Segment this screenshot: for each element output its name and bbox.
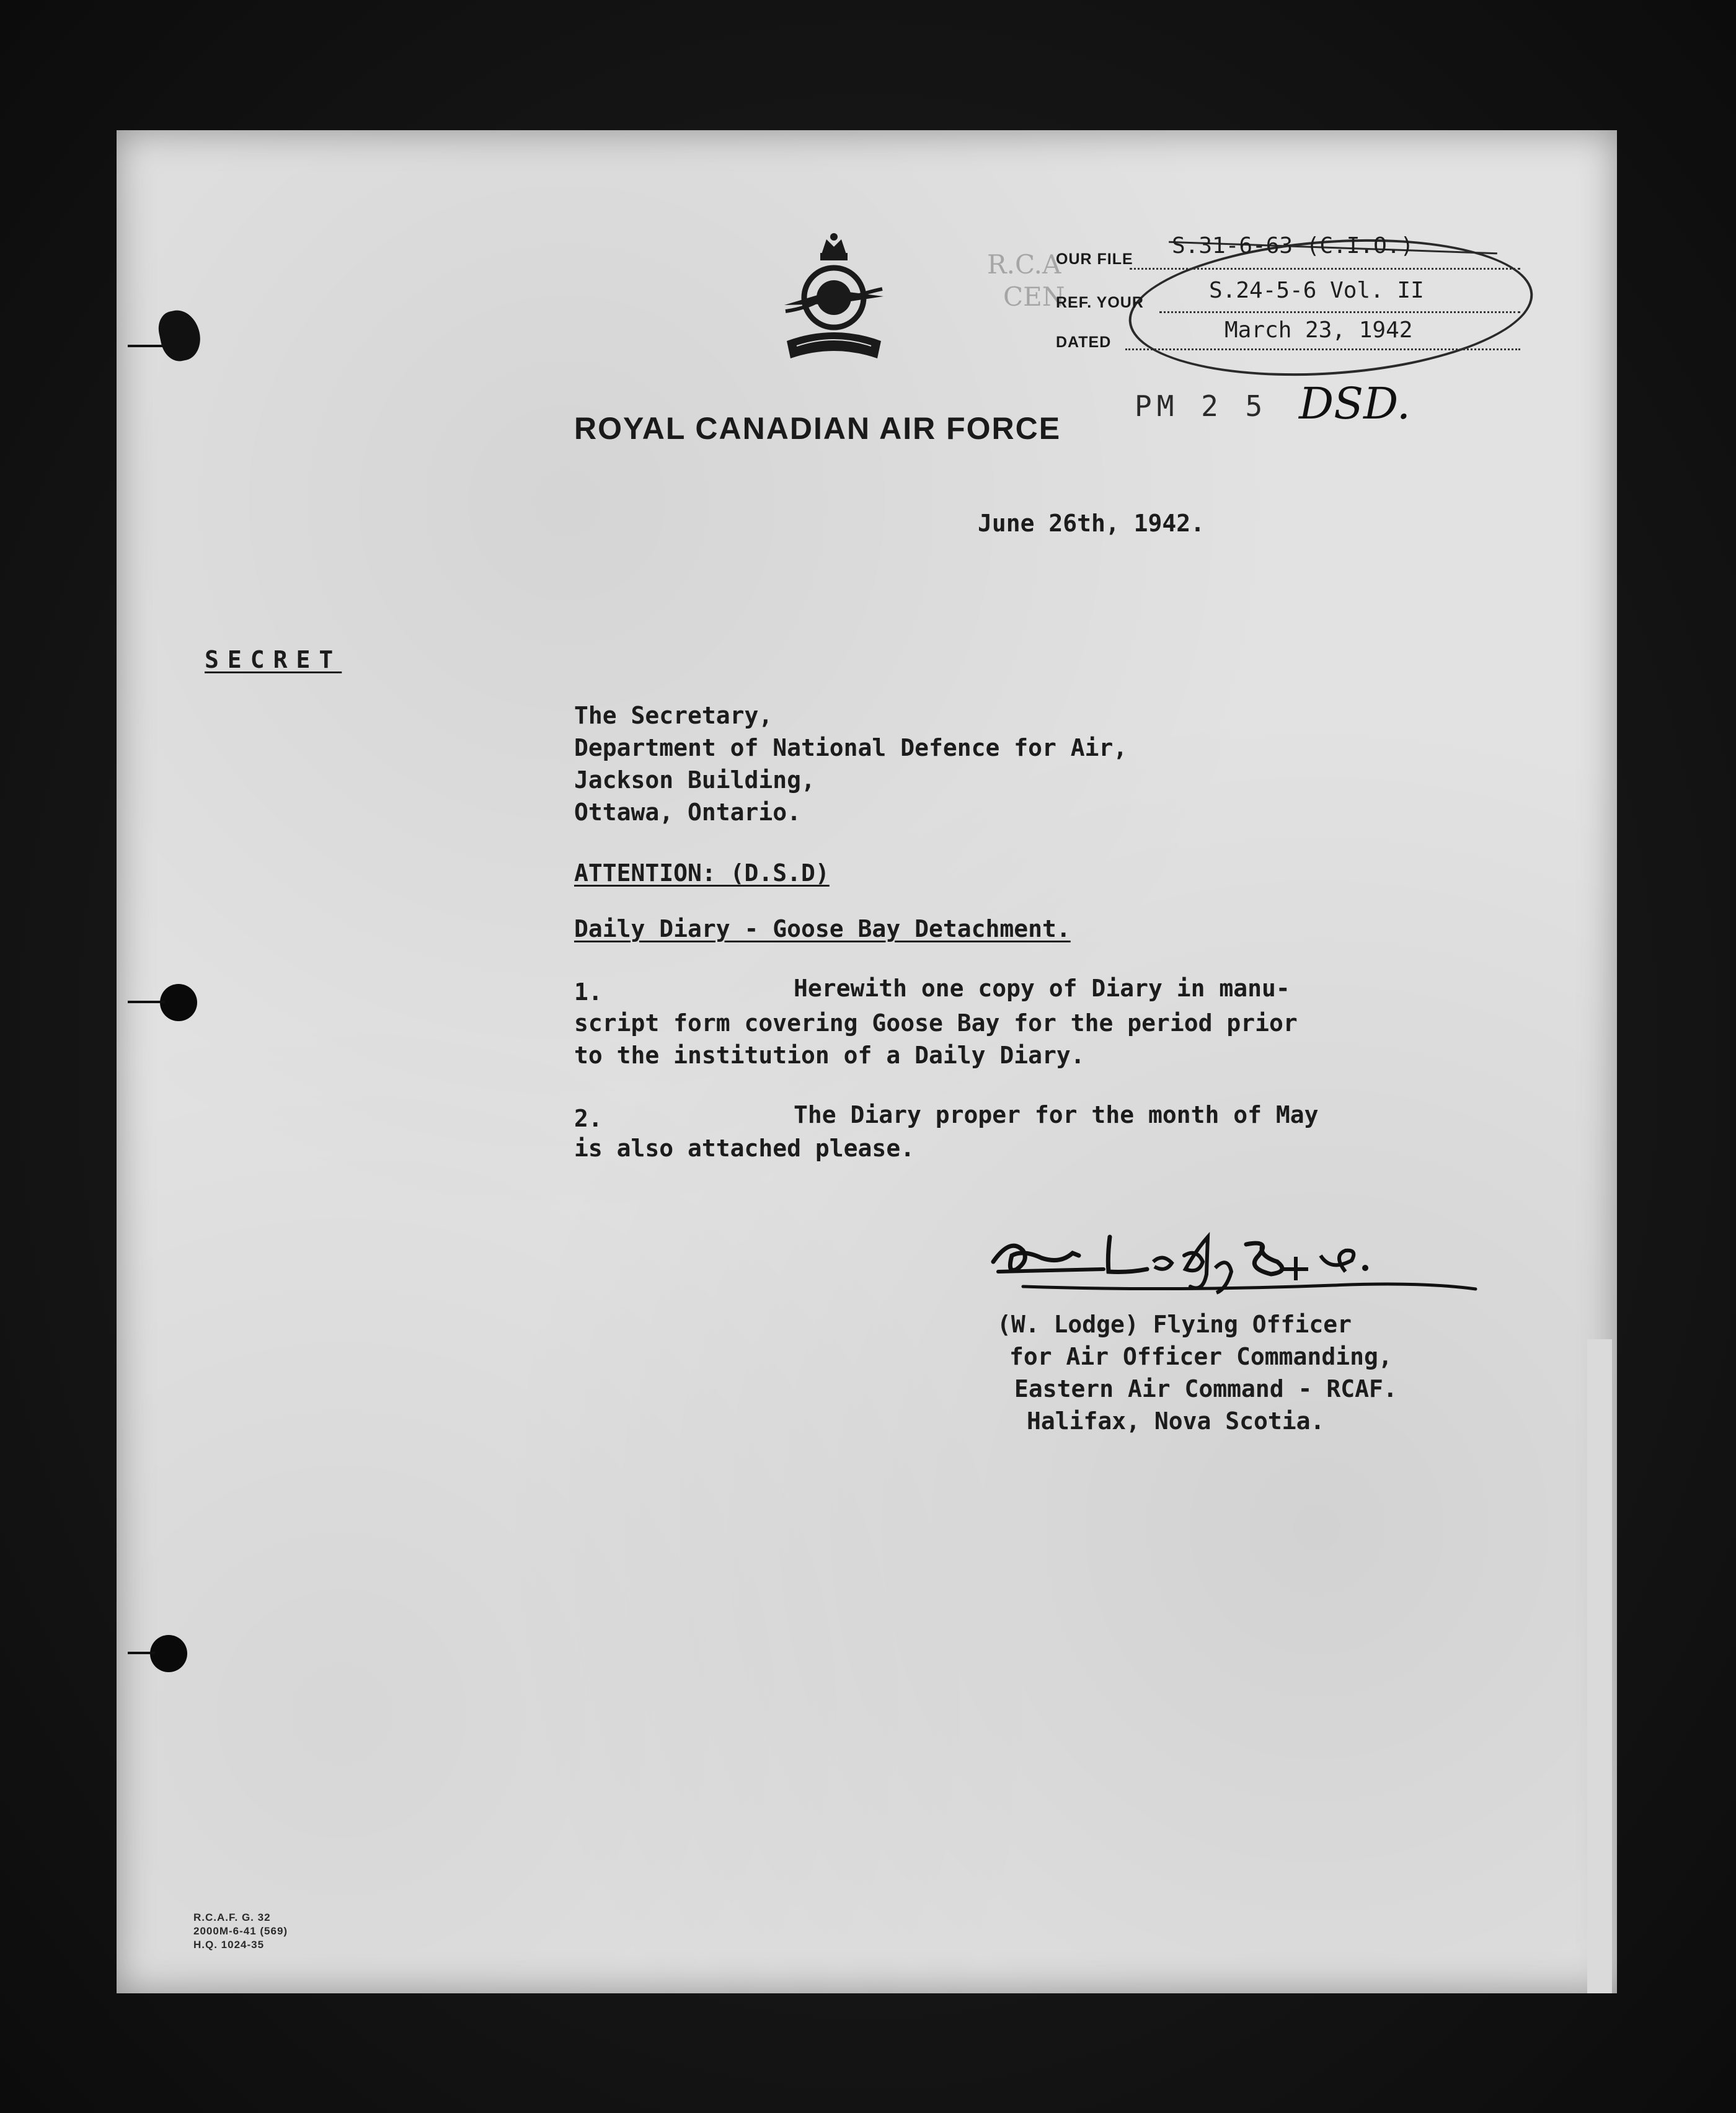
form-code-line-1: R.C.A.F. G. 32 bbox=[193, 1911, 271, 1923]
addressee-line-2: Department of National Defence for Air, bbox=[574, 734, 1128, 761]
classification-marking: SECRET bbox=[205, 646, 342, 673]
paragraph-1-number: 1. bbox=[574, 978, 603, 1006]
handwritten-signature bbox=[986, 1212, 1494, 1318]
our-file-line bbox=[1130, 268, 1520, 270]
attention-line: ATTENTION: (D.S.D) bbox=[574, 859, 830, 887]
addressee-line-4: Ottawa, Ontario. bbox=[574, 799, 802, 826]
organization-name: ROYAL CANADIAN AIR FORCE bbox=[574, 411, 1061, 446]
ref-your-label: REF. YOUR bbox=[1056, 294, 1144, 311]
paragraph-1-line-2: script form covering Goose Bay for the period prior bbox=[574, 1009, 1298, 1037]
punch-hole-middle bbox=[160, 984, 197, 1021]
rcaf-crest-icon bbox=[778, 231, 890, 368]
received-time-stamp: PM 2 5 bbox=[1135, 389, 1268, 423]
subject-line: Daily Diary - Goose Bay Detachment. bbox=[574, 915, 1071, 942]
signature-line-3: Eastern Air Command - RCAF. bbox=[1014, 1375, 1397, 1402]
paragraph-2-line-2: is also attached please. bbox=[574, 1135, 915, 1162]
addressee-line-1: The Secretary, bbox=[574, 702, 773, 729]
signature-line-2: for Air Officer Commanding, bbox=[1009, 1343, 1393, 1370]
received-stamp-partial: R.C.A bbox=[987, 249, 1061, 280]
letter-date: June 26th, 1942. bbox=[978, 510, 1205, 537]
paragraph-1-line-1: Herewith one copy of Diary in manu- bbox=[794, 975, 1290, 1002]
form-code-line-3: H.Q. 1024-35 bbox=[193, 1939, 265, 1951]
dated-line bbox=[1125, 348, 1520, 350]
dated-label: DATED bbox=[1056, 334, 1112, 351]
paragraph-2-line-1: The Diary proper for the month of May bbox=[794, 1101, 1319, 1128]
punch-hole-bottom bbox=[150, 1635, 187, 1672]
our-file-value: S.31-6-63 (C.I.O.) bbox=[1172, 233, 1414, 259]
signature-line-4: Halifax, Nova Scotia. bbox=[1027, 1407, 1325, 1435]
addressee-line-3: Jackson Building, bbox=[574, 766, 815, 794]
signature-line-1: (W. Lodge) Flying Officer bbox=[997, 1311, 1352, 1338]
binding-mark bbox=[128, 1001, 165, 1003]
paragraph-2-number: 2. bbox=[574, 1105, 603, 1132]
paragraph-1-line-3: to the institution of a Daily Diary. bbox=[574, 1042, 1085, 1069]
form-code bbox=[193, 1911, 288, 1952]
ref-your-value: S.24-5-6 Vol. II bbox=[1209, 278, 1424, 303]
ref-your-line bbox=[1159, 311, 1520, 313]
received-stamp-partial: CEN bbox=[1003, 281, 1065, 312]
binding-mark bbox=[128, 1652, 155, 1654]
dated-value: March 23, 1942 bbox=[1224, 317, 1413, 343]
our-file-label: OUR FILE bbox=[1056, 250, 1133, 268]
form-code-line-2: 2000M-6-41 (569) bbox=[193, 1925, 288, 1937]
handwritten-initials: DSD. bbox=[1299, 378, 1410, 429]
binding-mark bbox=[128, 345, 165, 347]
page-edge-fold bbox=[1587, 1339, 1612, 1993]
